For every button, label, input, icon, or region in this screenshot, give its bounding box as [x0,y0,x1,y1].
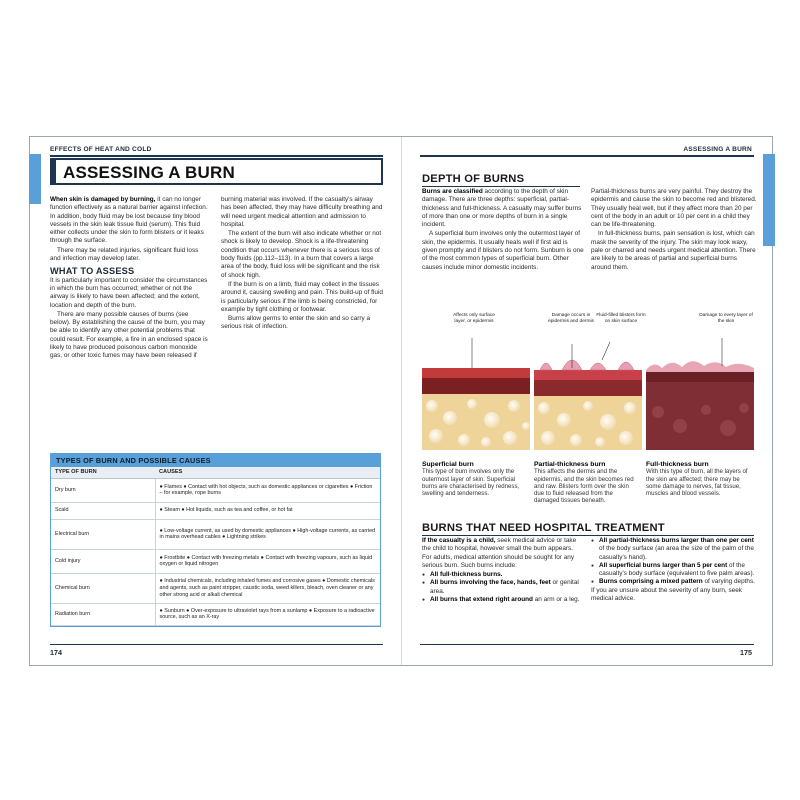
caption-superficial-text: This type of burn involves only the outermost layer of skin. Superficial burns are characterised by redness, swelling and tenderness. [422,468,520,498]
caption-full [646,461,756,497]
burn-types-table [51,467,380,626]
what-to-assess-heading: WHAT TO ASSESS [50,266,135,277]
list-item [591,562,757,579]
full-thickness-burn-diagram [646,338,754,450]
list-item-bold: All partial-thickness burns larger than one per cent [599,537,754,544]
book-spread [29,136,773,666]
list-item-text: an arm or a leg. [532,596,580,604]
list-item-text: of varying depths. [702,578,755,586]
depth-paragraph-3: Partial-thickness burns are very painful. They destroy the epidermis and cause the skin to become red and blistered. They usually heal well, but if they affect more than 20 per cent of the body in an adult or 10 per cent in a child they can be life-threatening. [591,188,757,229]
col2-paragraph-3: If the burn is on a limb, fluid may collect in the tissues around it, causing swelling and pain. This build-up of fluid is particularly serious if the limb is being constricted, for example by tight clothing or footwear. [221,280,383,313]
page-number-right: 175 [740,648,752,657]
partial-thickness-burn-diagram [534,342,642,450]
hospital-text: seek medical advice or take the child to hospital, however small the burn appears. For adults, medical attention should be sought for any serious burn. Such burns include: [422,537,577,569]
table-cell-causes: ● Sunburn ● Over-exposure to ultraviolet rays from a sunlamp ● Exposure to a radioactive source, such as an X-ray [155,603,380,625]
col2-paragraph-2: The extent of the burn will also indicate whether or not shock is likely to develop. Shock is a life-threatening condition that occurs whenever there is a serious loss of body fluids (pp.112–113). In a burn that covers a large area of the body, fluid loss will be significant and the risk of shock high. [221,230,382,279]
hospital-column-1 [422,537,584,604]
intro-text: it can no longer function effectively as a natural barrier against infection. In addition, body fluid may be lost because tiny blood vessels in the skin leak tissue fluid (serum). This fluid either collects under the skin to form blisters or it leaks through the surface. [50,196,208,245]
caption-partial-text: This affects the dermis and the epidermis, and the skin becomes red and raw. Blisters form over the skin due to fluid released from the damaged tissues beneath. [534,468,634,505]
callout-superficial: Affects only surface layer, or epidermis [453,313,495,324]
header-rule-left [50,155,383,157]
hospital-treatment-heading: BURNS THAT NEED HOSPITAL TREATMENT [422,522,665,534]
callout-blisters: Fluid-filled blisters form on skin surface [596,313,646,324]
depth-text: according to the depth of skin damage. There are three depths: superficial, partial-thickness and full-thickness. A casualty may suffer burns of more than one or more depths of burn in a single incident. [422,188,582,229]
hospital-column-2 [591,537,757,604]
table-cell-causes: ● Frostbite ● Contact with freezing metals ● Contact with freezing vapours, such as liquid oxygen or liquid nitrogen [155,549,380,573]
caption-partial [534,461,640,505]
section-tab-left [29,154,41,204]
skin-layer-diagrams [422,310,757,460]
caption-full-title: Full-thickness burn [646,461,709,468]
list-item-text: of the casualty's body surface (equivalent to five palm areas). [599,561,755,578]
superficial-burn-diagram [422,338,530,450]
intro-paragraph [50,196,210,246]
caption-superficial [422,461,528,497]
table-row [51,519,380,549]
what-paragraph-2: There are many possible causes of burns (see below). By establishing the cause of the burn, you may be able to identify any other potential problems that could result. For example, a fire in an enclosed space is likely to have produced poisonous carbon monoxide gas, or other toxic fumes may have been released if [50,310,208,360]
table-title: TYPES OF BURN AND POSSIBLE CAUSES [51,454,380,467]
hospital-list-1 [422,571,584,604]
table-row [51,573,380,603]
footer-rule-left [50,644,383,646]
table-cell-type: Radiation burn [51,603,155,625]
page-number-left: 174 [50,648,62,657]
depth-paragraph-2: A superficial burn involves only the outermost layer of skin, the epidermis. It usually heals well if first aid is given promptly and if blisters do not form. Sunburn is one of the most common types of superficial burn. Other causes include minor domestic incidents. [422,230,584,271]
list-item-text: of the body surface (an area the size of the palm of the casualty's hand). [599,545,754,561]
burn-types-table-box [50,453,381,627]
list-item-bold: All superficial burns larger than 5 per cent [599,561,728,569]
header-rule-right [420,155,754,157]
table-row [51,478,380,502]
hospital-lead: If the casualty is a child, [422,537,496,544]
section-tab-right [763,154,775,246]
col2-paragraph-1: burning material was involved. If the casualty's airway has been affected, they may have difficulty breathing and will need urgent medical attention and admission to hospital. [221,196,383,228]
table-cell-type: Chemical burn [51,573,155,603]
table-cell-type: Dry burn [51,478,155,502]
list-item-bold: Burns comprising a mixed pattern [599,578,703,586]
depth-paragraph-1 [422,188,584,229]
depth-of-burns-heading: DEPTH OF BURNS [422,173,525,185]
depth-lead: Burns are classified [422,188,483,195]
list-item-bold: All burns involving the face, hands, feet [430,579,551,587]
table-cell-type: Cold injury [51,549,155,573]
list-item [591,578,757,586]
table-header-row [51,467,380,478]
table-row [51,549,380,573]
hospital-end-paragraph: If you are unsure about the severity of any burn, seek medical advice. [591,586,742,603]
list-item [422,596,584,604]
running-head-right: ASSESSING A BURN [683,146,752,153]
table-row [51,502,380,519]
table-cell-causes: ● Low-voltage current, as used by domestic appliances ● High-voltage currents, as carried in mains overhead cables ● Lightning strikes [155,519,380,549]
table-cell-causes: ● Steam ● Hot liquids, such as tea and coffee, or hot fat [155,502,380,519]
caption-full-text: With this type of burn, all the layers of the skin are affected; there may be some damage to nerves, fat tissue, muscles and blood vessels. [646,468,748,498]
left-page [30,137,401,665]
list-item [422,571,584,579]
list-item-bold: All full-thickness burns. [430,571,503,579]
left-column-1 [50,196,210,362]
table-header-type: TYPE OF BURN [51,467,155,478]
col2-paragraph-4: Burns allow germs to enter the skin and so carry a serious risk of infection. [221,315,371,331]
page-title: ASSESSING A BURN [63,163,235,182]
table-cell-causes: ● Industrial chemicals, including inhaled fumes and corrosive gases ● Domestic chemicals and agents, such as paint stripper, caustic soda, weed killers, bleach, oven cleaner or any other strong acid or alkali chemical [155,573,380,603]
what-paragraph-1: It is particularly important to consider the circumstances in which the burn has occurred; whether or not the airway is likely to have been affected; and the extent, location and depth of the burn. [50,276,208,309]
list-item [422,579,584,596]
intro-lead: When skin is damaged by burning, [50,196,156,203]
right-page [402,137,774,665]
title-box [50,158,383,185]
depth-paragraph-4: In full-thickness burns, pain sensation is lost, which can mask the severity of the injury. The skin may look waxy, pale or charred and needs urgent medical attention. There are likely to be areas of partial and superficial burns around them. [591,230,756,271]
hospital-heading-rule [422,535,754,536]
left-column-2 [221,196,384,333]
depth-heading-rule [422,186,580,187]
hospital-paragraph [422,537,584,570]
callout-partial-damage: Damage occurs in epidermis and dermis [548,313,594,324]
table-row [51,603,380,625]
callout-full-damage: Damage to every layer of the skin [699,313,753,324]
list-item [591,537,757,562]
table-header-causes: CAUSES [155,467,380,478]
para-related-injuries: There may be related injuries, significant fluid loss and infection may develop later. [50,246,199,263]
hospital-list-2 [591,537,757,587]
list-item-text: or genital area. [430,579,579,595]
table-cell-type: Electrical burn [51,519,155,549]
caption-superficial-title: Superficial burn [422,461,474,468]
list-item-bold: All burns that extend right around [430,596,533,604]
table-cell-causes: ● Flames ● Contact with hot objects, such as domestic appliances or cigarettes ● Friction – for example, rope burns [155,478,380,502]
running-head-left: EFFECTS OF HEAT AND COLD [50,146,152,153]
table-cell-type: Scald [51,502,155,519]
caption-partial-title: Partial-thickness burn [534,461,606,468]
footer-rule-right [420,644,754,646]
right-column-2 [591,188,757,273]
right-column-1 [422,188,584,273]
